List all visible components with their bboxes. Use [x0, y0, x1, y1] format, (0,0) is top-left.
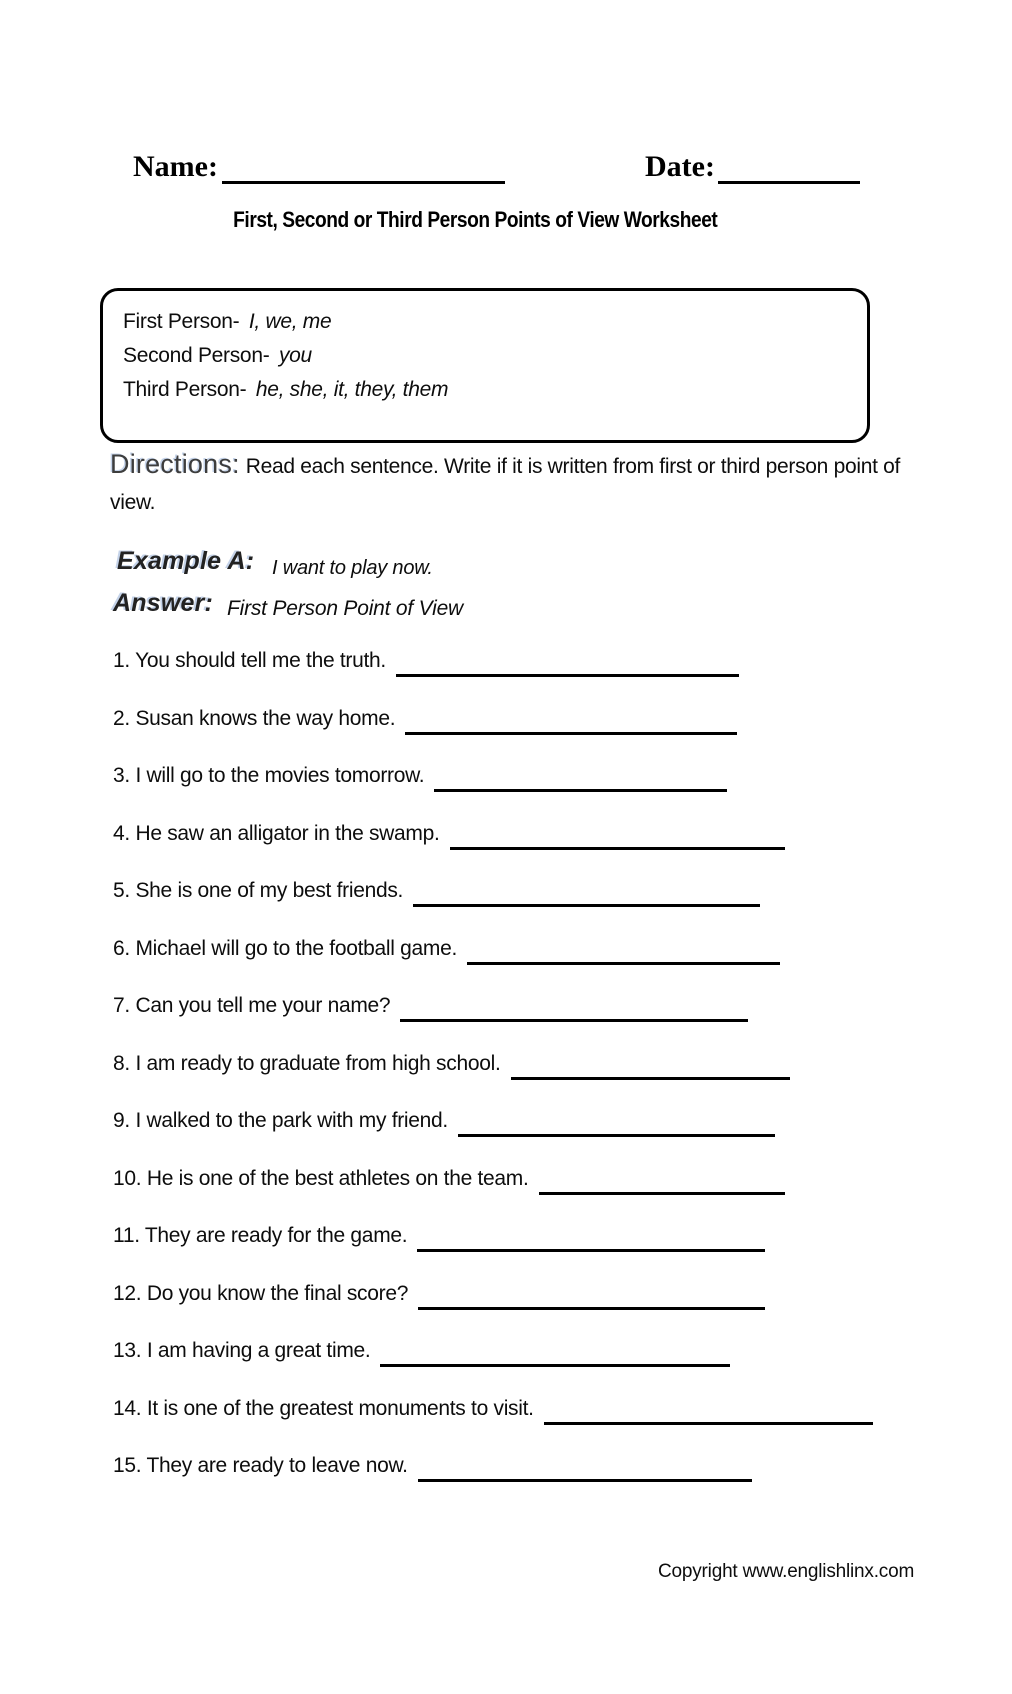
items-list — [113, 637, 873, 1500]
item-sentence: 4. He saw an alligator in the swamp. — [113, 821, 440, 845]
example-sentence: I want to play now. — [272, 557, 433, 579]
answer-blank-line — [418, 1479, 752, 1482]
item-row — [113, 695, 737, 735]
answer-blank-line — [405, 732, 737, 735]
item-sentence: 8. I am ready to graduate from high school. — [113, 1051, 501, 1075]
name-label: Name: — [133, 150, 218, 183]
answer-blank-line — [400, 1019, 748, 1022]
item-sentence: 9. I walked to the park with my friend. — [113, 1109, 448, 1132]
key-label: Second Person- — [123, 344, 270, 367]
item-row — [113, 1327, 730, 1367]
item-sentence: 3. I will go to the movies tomorrow. — [113, 764, 425, 787]
item-sentence: 6. Michael will go to the football game. — [113, 936, 458, 960]
answer-blank-line — [467, 962, 780, 965]
answer-blank-line — [380, 1364, 730, 1367]
item-sentence: 7. Can you tell me your name? — [113, 994, 391, 1017]
item-row — [113, 810, 785, 850]
answer-blank-line — [418, 1307, 765, 1310]
item-sentence: 2. Susan knows the way home. — [113, 706, 396, 730]
key-line-second-person — [123, 339, 867, 373]
answer-blank-line — [544, 1422, 873, 1425]
directions-text: Read each sentence. Write if it is written from first or third person point of view. — [110, 455, 901, 514]
example-label: Example A: — [117, 547, 255, 575]
page-title-text: First, Second or Third Person Points of View Worksheet — [232, 207, 718, 232]
item-row — [113, 1097, 775, 1137]
item-row — [113, 1385, 873, 1425]
key-examples: you — [278, 344, 312, 367]
name-blank-line — [222, 181, 505, 184]
item-row — [113, 752, 727, 792]
key-label: First Person- — [123, 310, 240, 333]
item-row — [113, 1212, 765, 1252]
key-examples: he, she, it, they, them — [255, 378, 449, 401]
item-sentence: 1. You should tell me the truth. — [113, 649, 386, 672]
item-sentence: 12. Do you know the final score? — [113, 1281, 409, 1305]
date-label: Date: — [645, 150, 715, 183]
key-label: Third Person- — [123, 378, 247, 401]
item-sentence: 14. It is one of the greatest monuments to visit. — [113, 1396, 534, 1420]
answer-blank-line — [450, 847, 785, 850]
page-title — [100, 207, 850, 233]
item-row — [113, 1155, 785, 1195]
answer-blank-line — [434, 789, 727, 792]
answer-blank-line — [511, 1077, 791, 1080]
item-sentence: 15. They are ready to leave now. — [113, 1454, 408, 1477]
directions-block — [110, 447, 925, 522]
answer-blank-line — [539, 1192, 785, 1195]
key-line-first-person — [123, 305, 867, 339]
item-row — [113, 867, 760, 907]
item-row — [113, 982, 748, 1022]
key-line-third-person — [123, 373, 867, 407]
item-sentence: 13. I am having a great time. — [113, 1339, 371, 1362]
directions-label: Directions: — [110, 449, 240, 479]
answer-label: Answer: — [113, 589, 214, 617]
item-row — [113, 637, 739, 677]
item-row — [113, 1442, 752, 1482]
item-row — [113, 1270, 765, 1310]
item-sentence: 11. They are ready for the game. — [113, 1224, 408, 1247]
item-sentence: 10. He is one of the best athletes on the team. — [113, 1166, 529, 1190]
answer-blank-line — [413, 904, 760, 907]
answer-blank-line — [396, 674, 739, 677]
item-sentence: 5. She is one of my best friends. — [113, 879, 404, 902]
key-examples: I, we, me — [248, 310, 332, 333]
item-row — [113, 925, 780, 965]
item-row — [113, 1040, 790, 1080]
pov-key-box — [100, 288, 870, 443]
footer-copyright: Copyright www.englishlinx.com — [658, 1561, 915, 1582]
answer-text: First Person Point of View — [227, 597, 464, 620]
answer-blank-line — [417, 1249, 765, 1252]
date-blank-line — [718, 181, 860, 184]
answer-blank-line — [458, 1134, 775, 1137]
